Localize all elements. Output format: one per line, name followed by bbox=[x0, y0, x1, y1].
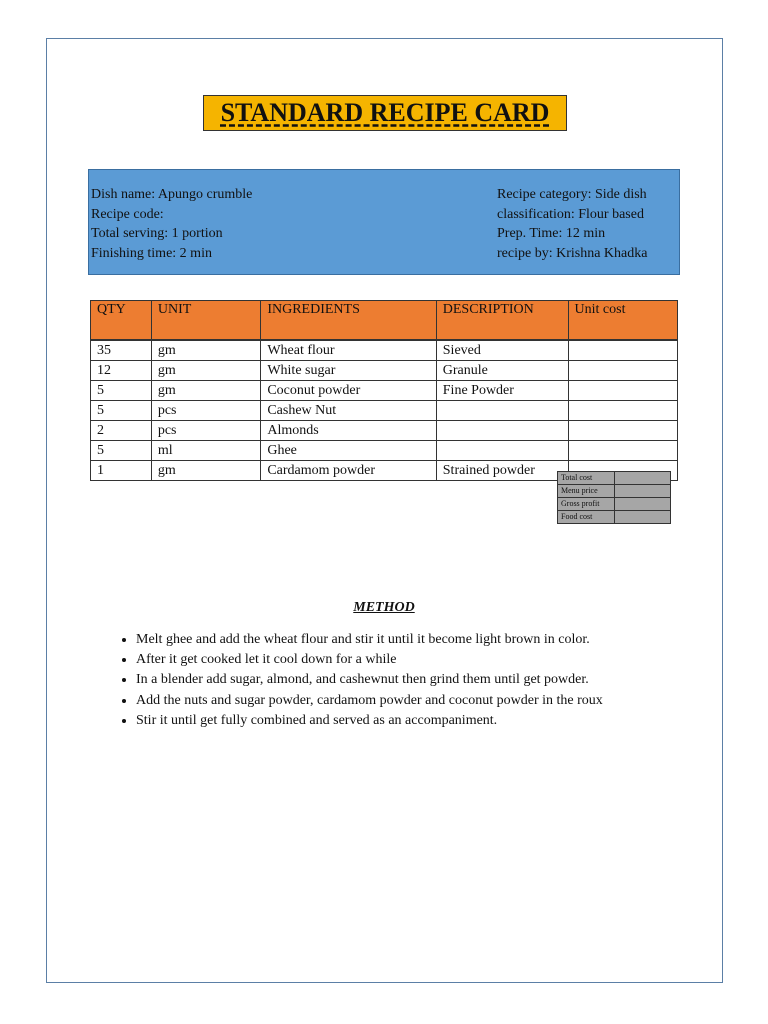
cost-label: Menu price bbox=[558, 485, 615, 498]
cell-qty: 35 bbox=[91, 341, 152, 361]
cell-qty: 5 bbox=[91, 401, 152, 421]
cost-label: Gross profit bbox=[558, 498, 615, 511]
cell-unit-cost bbox=[568, 421, 677, 441]
cell-qty: 2 bbox=[91, 421, 152, 441]
recipe-info-left bbox=[91, 185, 252, 263]
cost-label: Food cost bbox=[558, 511, 615, 524]
cost-label: Total cost bbox=[558, 472, 615, 485]
cell-description: Sieved bbox=[436, 341, 568, 361]
cell-ingredient: Cardamom powder bbox=[261, 461, 436, 481]
cost-value bbox=[615, 498, 671, 511]
cell-unit: gm bbox=[151, 361, 260, 381]
cell-unit: gm bbox=[151, 381, 260, 401]
cell-qty: 5 bbox=[91, 441, 152, 461]
method-heading: METHOD bbox=[353, 600, 415, 615]
cell-unit-cost bbox=[568, 361, 677, 381]
cell-unit-cost bbox=[568, 441, 677, 461]
recipe-category: Recipe category: Side dish bbox=[497, 187, 647, 202]
table-row bbox=[91, 441, 678, 461]
cell-description bbox=[436, 401, 568, 421]
cell-ingredient: Wheat flour bbox=[261, 341, 436, 361]
table-row bbox=[91, 381, 678, 401]
header-ingredients: INGREDIENTS bbox=[261, 301, 436, 340]
recipe-info-box bbox=[88, 169, 680, 275]
cell-qty: 12 bbox=[91, 361, 152, 381]
cost-summary-table bbox=[557, 471, 671, 524]
prep-time: Prep. Time: 12 min bbox=[497, 226, 606, 241]
cost-value bbox=[615, 472, 671, 485]
cell-unit-cost bbox=[568, 341, 677, 361]
cell-unit: pcs bbox=[151, 421, 260, 441]
finishing-time: Finishing time: 2 min bbox=[91, 245, 212, 261]
table-row bbox=[91, 361, 678, 381]
method-step: • Add the nuts and sugar powder, cardamom powder and coconut powder in the roux bbox=[136, 691, 603, 711]
cell-description: Granule bbox=[436, 361, 568, 381]
cell-unit: gm bbox=[151, 341, 260, 361]
dish-name: Dish name: Apungo crumble bbox=[91, 187, 253, 202]
cell-unit-cost bbox=[568, 381, 677, 401]
method-step: • After it get cooked let it cool down for a while bbox=[136, 650, 603, 670]
table-header-row bbox=[91, 301, 678, 340]
cell-ingredient: Coconut powder bbox=[261, 381, 436, 401]
cell-qty: 1 bbox=[91, 461, 152, 481]
cost-row-total bbox=[558, 472, 671, 485]
cost-row-food-cost bbox=[558, 511, 671, 524]
cell-unit: ml bbox=[151, 441, 260, 461]
cell-description bbox=[436, 441, 568, 461]
method-step: • In a blender add sugar, almond, and cashewnut then grind them until get powder. bbox=[136, 670, 603, 690]
cell-unit: pcs bbox=[151, 401, 260, 421]
method-steps bbox=[88, 630, 603, 731]
cell-ingredient: Ghee bbox=[261, 441, 436, 461]
header-qty: QTY bbox=[91, 301, 152, 340]
header-description: DESCRIPTION bbox=[436, 301, 568, 340]
recipe-code: Recipe code: bbox=[91, 206, 164, 222]
cost-value bbox=[615, 485, 671, 498]
table-row bbox=[91, 341, 678, 361]
ingredients-table bbox=[90, 300, 678, 481]
cell-ingredient: Cashew Nut bbox=[261, 401, 436, 421]
cost-value bbox=[615, 511, 671, 524]
classification: classification: Flour based bbox=[497, 206, 644, 222]
cell-unit-cost bbox=[568, 401, 677, 421]
cell-description: Fine Powder bbox=[436, 381, 568, 401]
recipe-info-right bbox=[497, 185, 647, 263]
cell-ingredient: Almonds bbox=[261, 421, 436, 441]
cost-row-menu-price bbox=[558, 485, 671, 498]
method-step: • Melt ghee and add the wheat flour and stir it until it become light brown in color. bbox=[136, 630, 603, 650]
cell-description bbox=[436, 421, 568, 441]
cost-row-gross-profit bbox=[558, 498, 671, 511]
table-row bbox=[91, 421, 678, 441]
recipe-by: recipe by: Krishna Khadka bbox=[497, 245, 648, 261]
cell-qty: 5 bbox=[91, 381, 152, 401]
title-box bbox=[203, 95, 567, 131]
method-step: • Stir it until get fully combined and served as an accompaniment. bbox=[136, 711, 603, 731]
page-title: STANDARD RECIPE CARD bbox=[220, 98, 550, 127]
total-serving: Total serving: 1 portion bbox=[91, 226, 223, 241]
header-unit: UNIT bbox=[151, 301, 260, 340]
header-unit-cost: Unit cost bbox=[568, 301, 677, 340]
cell-ingredient: White sugar bbox=[261, 361, 436, 381]
cell-description: Strained powder bbox=[436, 461, 568, 481]
cell-unit: gm bbox=[151, 461, 260, 481]
table-row bbox=[91, 401, 678, 421]
